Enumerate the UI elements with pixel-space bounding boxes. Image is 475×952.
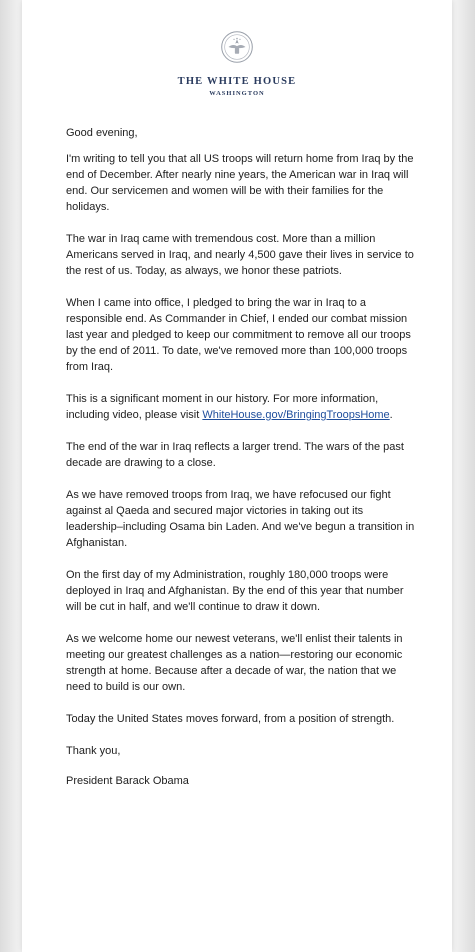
paragraph-3: When I came into office, I pledged to bring the war in Iraq to a responsible end. As Commander in Chief, I ended our combat mission last year and pledged to keep our commitment to remove all our troops by the end of 2011. To date, we've removed more than 100,000 troops from Iraq. <box>66 297 411 373</box>
paragraph-4-end: . <box>389 409 393 421</box>
paragraph-4-text: This is a significant moment in our history. For more information, including video, please visit <box>66 393 379 421</box>
greeting: Good evening, <box>66 127 138 139</box>
paragraph-6: As we have removed troops from Iraq, we have refocused our fight against al Qaeda and secured major victories in taking out its leadership–including Osama bin Laden. And we've begun a transition in Afghanistan. <box>66 489 415 549</box>
paragraph-9: Today the United States moves forward, from a position of strength. <box>66 713 395 725</box>
letterhead-subtitle: WASHINGTON <box>209 90 265 97</box>
paragraph-2: The war in Iraq came with tremendous cost. More than a million Americans served in Iraq, and nearly 4,500 gave their lives in service to the rest of us. Today, as always, we honor these patriots. <box>66 233 414 277</box>
presidential-seal-icon <box>220 30 254 64</box>
closing: Thank you, <box>66 745 121 757</box>
paragraph-4 <box>66 391 416 423</box>
letterhead-title: THE WHITE HOUSE <box>177 76 297 87</box>
signature: President Barack Obama <box>66 775 189 787</box>
letterhead <box>22 30 452 97</box>
letter-body <box>66 125 416 805</box>
paragraph-1: I'm writing to tell you that all US troops will return home from Iraq by the end of December. After nearly nine years, the American war in Iraq will end. Our servicemen and women will be with their families for the holidays. <box>66 153 414 213</box>
paragraph-8: As we welcome home our newest veterans, we'll enlist their talents in meeting our greatest challenges as a nation—restoring our economic strength at home. Because after a decade of war, the nation that we need to build is our own. <box>66 633 403 693</box>
bringing-troops-home-link[interactable]: WhiteHouse.gov/BringingTroopsHome <box>202 409 390 421</box>
paragraph-5: The end of the war in Iraq reflects a larger trend. The wars of the past decade are drawing to a close. <box>66 441 404 469</box>
paragraph-7: On the first day of my Administration, roughly 180,000 troops were deployed in Iraq and Afghanistan. By the end of this year that number will be cut in half, and we'll continue to draw it down. <box>66 569 404 613</box>
email-card <box>22 0 452 952</box>
